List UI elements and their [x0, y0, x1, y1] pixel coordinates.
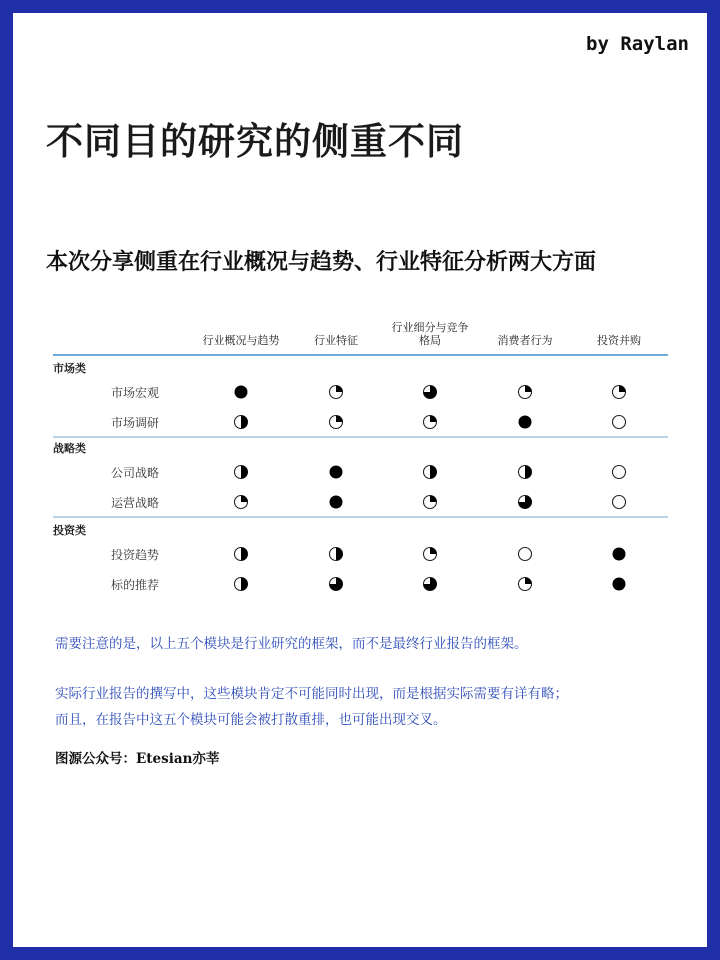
- harvey-ball: [517, 494, 533, 510]
- harvey-ball: [328, 464, 344, 480]
- row-label: 市场调研: [111, 416, 160, 430]
- harvey-ball: [328, 384, 344, 400]
- harvey-ball: [233, 414, 249, 430]
- harvey-ball: [517, 384, 533, 400]
- table-header-rule: [53, 354, 668, 356]
- image-source: 图源公众号：Etesian亦莘: [55, 751, 220, 767]
- harvey-ball: [422, 464, 438, 480]
- harvey-ball: [517, 414, 533, 430]
- harvey-ball: [611, 546, 627, 562]
- harvey-ball: [422, 494, 438, 510]
- harvey-ball: [328, 546, 344, 562]
- note-framework: 需要注意的是，以上五个模块是行业研究的框架，而不是最终行业报告的框架。: [55, 636, 528, 652]
- author-byline: by Raylan: [586, 33, 689, 55]
- harvey-ball: [328, 576, 344, 592]
- column-header: [564, 334, 674, 347]
- row-label: 投资趋势: [111, 548, 160, 562]
- group-label: 投资类: [53, 524, 86, 537]
- group-divider: [53, 516, 668, 518]
- column-header-line: 行业特征: [314, 334, 358, 347]
- column-header-line: 投资并购: [597, 334, 641, 347]
- column-header-line: 行业细分与竞争: [391, 321, 469, 334]
- harvey-ball: [611, 414, 627, 430]
- note-usage-line1: 实际行业报告的撰写中，这些模块肯定不可能同时出现，而是根据实际需要有详有略；: [55, 686, 568, 702]
- column-header: [186, 334, 296, 347]
- harvey-ball: [233, 494, 249, 510]
- group-label: 战略类: [53, 442, 86, 455]
- column-header-line: 格局: [419, 334, 441, 347]
- harvey-ball: [422, 546, 438, 562]
- page-subtitle: 本次分享侧重在行业概况与趋势、行业特征分析两大方面: [46, 249, 597, 275]
- column-header-line: 消费者行为: [497, 334, 553, 347]
- harvey-ball: [422, 576, 438, 592]
- harvey-ball: [233, 464, 249, 480]
- harvey-ball: [517, 576, 533, 592]
- page-title: 不同目的研究的侧重不同: [46, 119, 464, 163]
- harvey-ball: [611, 576, 627, 592]
- column-header-line: 行业概况与趋势: [202, 334, 280, 347]
- group-divider: [53, 436, 668, 438]
- harvey-ball: [611, 494, 627, 510]
- row-label: 运营战略: [111, 496, 160, 510]
- harvey-ball: [611, 464, 627, 480]
- harvey-ball: [328, 494, 344, 510]
- row-label: 公司战略: [111, 466, 160, 480]
- column-header: [375, 321, 485, 347]
- harvey-ball: [422, 384, 438, 400]
- page-sheet: [13, 13, 707, 947]
- harvey-ball: [611, 384, 627, 400]
- harvey-ball: [517, 464, 533, 480]
- harvey-ball: [233, 576, 249, 592]
- row-label: 标的推荐: [111, 578, 160, 592]
- harvey-ball-matrix: [53, 316, 683, 606]
- note-usage-line2: 而且，在报告中这五个模块可能会被打散重排，也可能出现交叉。: [55, 712, 447, 728]
- harvey-ball: [517, 546, 533, 562]
- harvey-ball: [233, 384, 249, 400]
- row-label: 市场宏观: [111, 386, 160, 400]
- group-label: 市场类: [53, 362, 86, 375]
- harvey-ball: [422, 414, 438, 430]
- harvey-ball: [328, 414, 344, 430]
- harvey-ball: [233, 546, 249, 562]
